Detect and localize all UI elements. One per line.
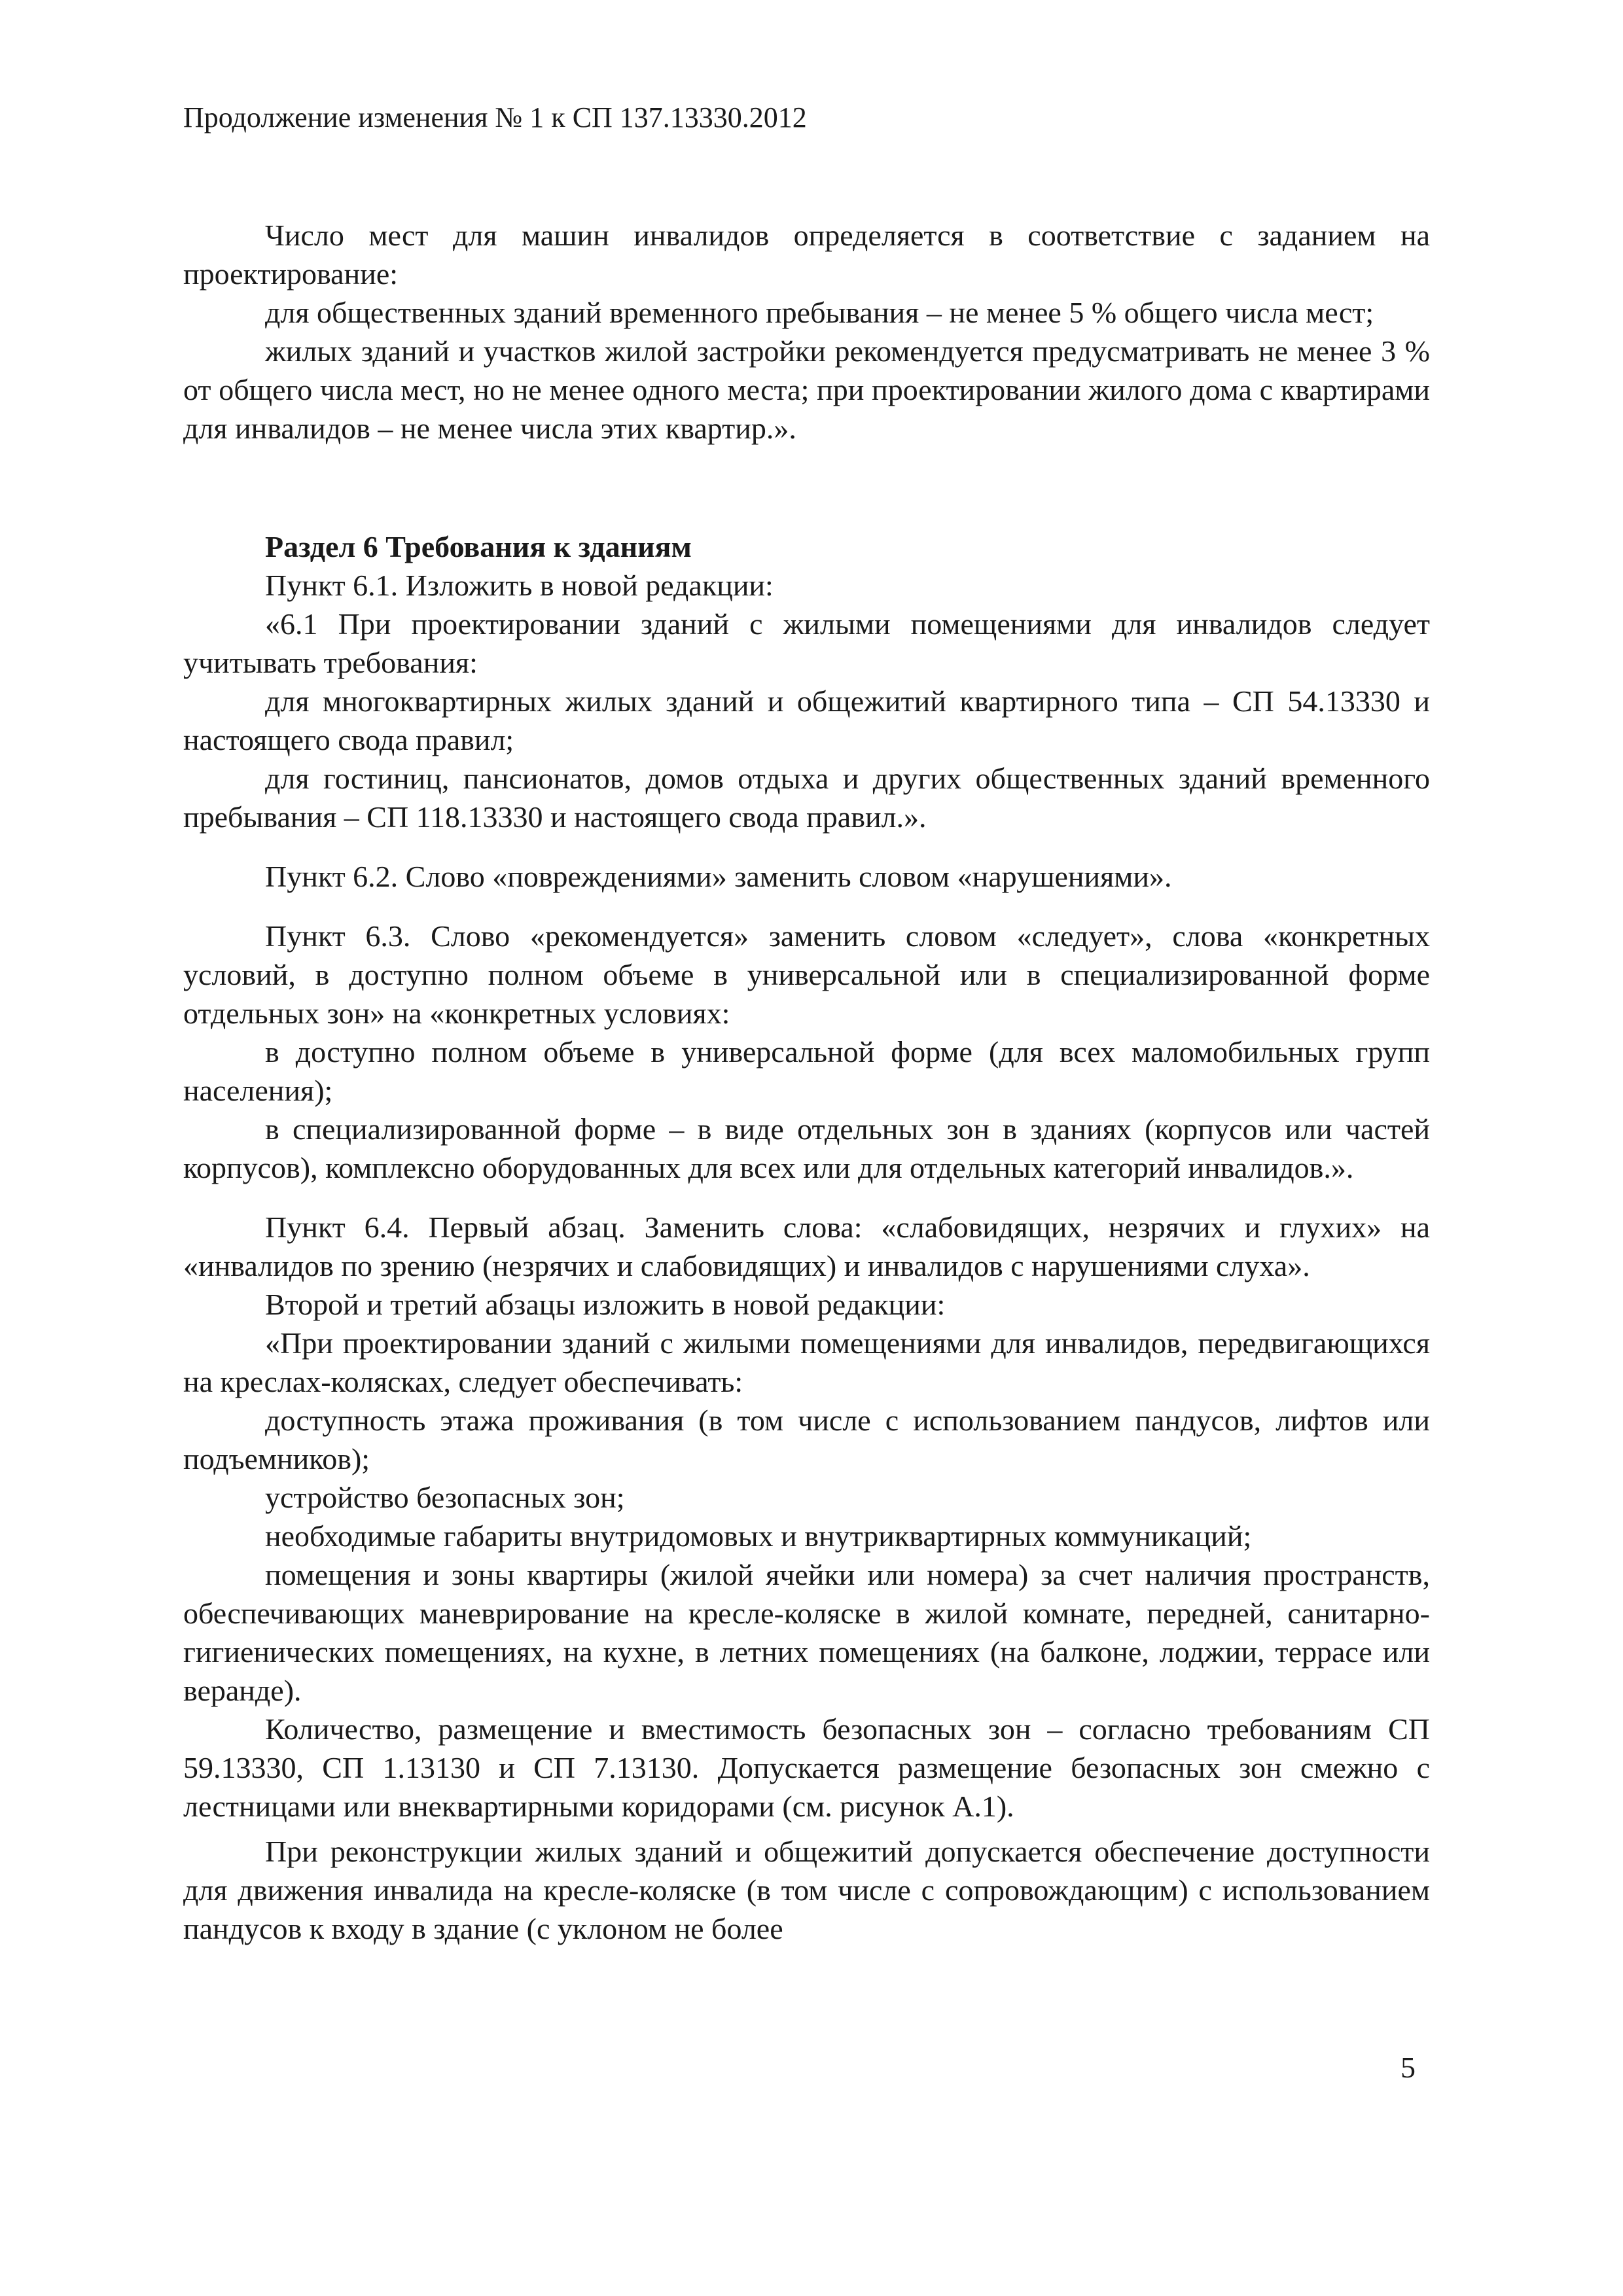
paragraph: «При проектировании зданий с жилыми помещениями для инвалидов, передвигающихся на креслах-колясках, следует обеспечивать: [183, 1326, 1430, 1398]
paragraph: устройство безопасных зон; [265, 1481, 625, 1514]
paragraph: для общественных зданий временного пребывания – не менее 5 % общего числа мест; [265, 296, 1374, 329]
paragraph: «6.1 При проектировании зданий с жилыми помещениями для инвалидов следует учитывать требования: [183, 607, 1430, 679]
running-header: Продолжение изменения № 1 к СП 137.13330.2012 [183, 101, 807, 133]
paragraph: жилых зданий и участков жилой застройки рекомендуется предусматривать не менее 3 % от общего числа мест, но не менее одного места; при проектировании жилого дома с квартирами для инвалидов – не менее числа этих квартир.». [183, 334, 1430, 445]
paragraph: Число мест для машин инвалидов определяется в соответствие с заданием на проектирование: [183, 219, 1430, 291]
paragraph: Количество, размещение и вместимость безопасных зон – согласно требованиям СП 59.13330, СП 1.13130 и СП 7.13130. Допускается размещение безопасных зон смежно с лестницами или внеквартирными коридорами (см. рисунок А.1). [183, 1712, 1430, 1823]
paragraph: для многоквартирных жилых зданий и общежитий квартирного типа – СП 54.13330 и настоящего свода правил; [183, 684, 1430, 756]
paragraph: необходимые габариты внутридомовых и внутриквартирных коммуникаций; [265, 1519, 1252, 1553]
paragraph: Пункт 6.1. Изложить в новой редакции: [265, 569, 774, 602]
paragraph: доступность этажа проживания (в том числе с использованием пандусов, лифтов или подъемников); [183, 1404, 1430, 1475]
paragraph: в специализированной форме – в виде отдельных зон в зданиях (корпусов или частей корпусов), комплексно оборудованных для всех или для отдельных категорий инвалидов.». [183, 1112, 1430, 1184]
section-heading: Раздел 6 Требования к зданиям [265, 530, 692, 563]
paragraph: Пункт 6.2. Слово «повреждениями» заменить словом «нарушениями». [265, 860, 1172, 893]
paragraph: для гостиниц, пансионатов, домов отдыха и других общественных зданий временного пребывания – СП 118.13330 и настоящего свода правил.». [183, 762, 1430, 834]
document-body [183, 216, 1430, 1948]
paragraph: Пункт 6.3. Слово «рекомендуется» заменить словом «следует», слова «конкретных условий, в доступно полном объеме в универсальной или в специализированной форме отдельных зон» на «конкретных условиях: [183, 919, 1430, 1030]
paragraph: в доступно полном объеме в универсальной форме (для всех маломобильных групп населения); [183, 1035, 1430, 1107]
paragraph: Второй и третий абзацы изложить в новой редакции: [265, 1288, 946, 1321]
paragraph: помещения и зоны квартиры (жилой ячейки или номера) за счет наличия пространств, обеспечивающих маневрирование на кресле-коляске в жилой комнате, передней, санитарно-гигиенических помещениях, на кухне, в летних помещениях (на балконе, лоджии, террасе или веранде). [183, 1558, 1430, 1707]
paragraph: При реконструкции жилых зданий и общежитий допускается обеспечение доступности для движения инвалида на кресле-коляске (в том числе с сопровождающим) с использованием пандусов к входу в здание (с уклоном не более [183, 1835, 1430, 1945]
page-number: 5 [1400, 2051, 1416, 2084]
paragraph: Пункт 6.4. Первый абзац. Заменить слова: «слабовидящих, незрячих и глухих» на «инвалидов по зрению (незрячих и слабовидящих) и инвалидов с нарушениями слуха». [183, 1210, 1430, 1282]
